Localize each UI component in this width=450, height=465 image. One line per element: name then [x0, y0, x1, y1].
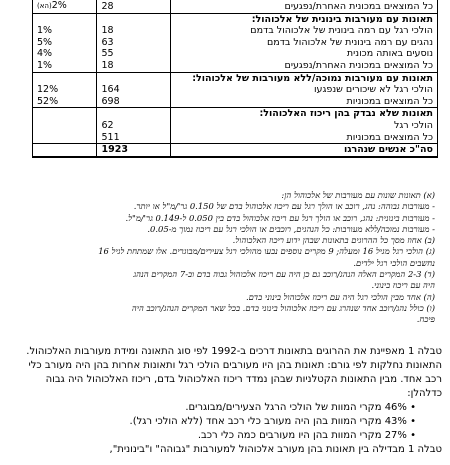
paragraph-intro: טבלה 1 מאפיינת את ההרוגים בתאונות דרכים ב-1992 לפי סוג התאונה ומידת מעורבות האלכוהול. התאונות נחלקות לפי גורם: תאונות בהן היו מעורבים הולכי רגל ותאונות אחרות בהן היה מעורב כלי רכב אחד. מבין התאונות הקטלניות שבהן נמדד ריכוז האלכוהול בדם, ריכוז האלכוהול היה גבוה כדלהלן:: [26, 346, 442, 399]
bullet-item: • 46% מקרי המוות של הולכי הרגל הצעירים/מבוגרים.: [185, 402, 416, 413]
row-count: [97, 72, 170, 84]
row-count: 28: [97, 0, 170, 13]
table-row: [33, 37, 438, 49]
body-text: [10, 345, 442, 457]
footnote-line: (א) תאונות שונות עם מעורבות של אלכוהול הן:: [281, 190, 435, 200]
row-percent: [33, 48, 97, 60]
fatalities-table: [32, 0, 438, 158]
percent-value: 1%: [37, 59, 53, 71]
row-percent: [33, 13, 97, 25]
row-percent: [33, 37, 97, 49]
table-row: [33, 132, 438, 144]
row-count: 164: [97, 84, 170, 96]
paragraph-continuation: טבלה 1 מבדילה בין תאונות בהן מעורב אלכוהול למעורבות "גבוהה" ו"בינונית",: [109, 444, 442, 455]
bullet-item: • 43% מקרי המוות בהן היה מעורב כלי רכב אחד (ללא הולכי רגל).: [129, 416, 416, 427]
footnote-line: - מעורבות בינונית: נהג, רוכב או הולך רגל עם ריכוז אלכוהול בדם בין 0.050 ל-0.149 גר'/מ"ל.: [125, 212, 435, 223]
table-footnotes: [35, 190, 435, 326]
row-percent: [33, 120, 97, 132]
row-count: 511: [97, 132, 170, 144]
table-section-header: [33, 72, 438, 84]
row-percent: [33, 144, 97, 157]
row-label: כל המוצאים במכונית האחרת/נפגעים: [170, 0, 437, 13]
row-label: תאונות עם מעורבות בינונית של אלכוהול:: [170, 13, 437, 25]
percent-value: 5%: [37, 36, 53, 48]
row-percent: [33, 84, 97, 96]
row-percent: [33, 132, 97, 144]
table-row: [33, 120, 438, 132]
row-count: 18: [97, 60, 170, 72]
footnote-line: נחשבים הולכי רגל ילדים.: [353, 257, 435, 268]
footnote-line: (ג) הולכי רגל מגיל 16 ומעלה; 9 מקרים נוספים נבעו מהולכי רגל צעירים/מבוגרים. אלו שמתחת לגיל 16: [98, 246, 435, 257]
row-percent: [33, 0, 97, 13]
bullet-item: • 27% מקרי המוות בהן היו מעורבים כמה כלי רכב.: [197, 430, 416, 441]
row-label: תאונות עם מעורבות נמוכה/ללא מעורבות של אלכוהול:: [170, 72, 437, 84]
table-row: [33, 96, 438, 108]
row-label: תאונות שלא נבדק בהן ריכוז האלכוהול:: [170, 108, 437, 120]
table-section-header: [33, 108, 438, 120]
row-label: הולכי רגל עם רמה בינונית של אלכוהול בדמם: [170, 25, 437, 37]
row-percent: [33, 72, 97, 84]
table-total-row: [33, 144, 438, 157]
footnote-line: - מעורבות גבוהה: נהג, רוכב או הולך רגל עם ריכוז אלכוהול בדם של 0.150 גר'/מ"ל או יותר.: [133, 201, 435, 212]
percent-value: 4%: [37, 48, 53, 60]
footnote-line: (ב) אחוז מסך כל ההרוגים בתאונות שבהן ידוע ריכוז האלכוהול.: [232, 235, 435, 246]
row-label: הולכי רגל: [170, 120, 437, 132]
row-percent: [33, 25, 97, 37]
table-section-header: [33, 13, 438, 25]
percent-value: 1%: [37, 25, 53, 37]
row-label: כל המוצאים במכונית האחרת/נפגעים: [170, 60, 437, 72]
row-count: [97, 108, 170, 120]
row-count: 698: [97, 96, 170, 108]
percent-value: 52%: [37, 95, 59, 107]
row-label: נהגים עם רמה בינונית של אלכוהול בדמם: [170, 37, 437, 49]
row-label: כל המוצאים במכוניות: [170, 132, 437, 144]
row-count: 55: [97, 48, 170, 60]
percent-value: 2%: [51, 0, 67, 11]
row-count: 63: [97, 37, 170, 49]
row-count: 62: [97, 120, 170, 132]
row-count: 1923: [97, 144, 170, 157]
row-count: [97, 13, 170, 25]
row-label: כל המוצאים במכוניות: [170, 96, 437, 108]
row-percent: [33, 108, 97, 120]
row-label: נוסעים באותה מכונית: [170, 48, 437, 60]
footnote-line: (ו) כולל נהג/רוכב אחד שנהרג עם ריכוז אלכוהול בינוני בדם. בכל שאר המקרים הנהג/רוכב היה: [131, 302, 435, 313]
row-percent: [33, 60, 97, 72]
table-row: [33, 0, 438, 13]
row-label: סה"כ אנשים שנהרגו: [170, 144, 437, 157]
footnote-line: - מעורבות נמוכה/ללא מעורבות: כל הנהגים, רוכבים או הולכי רגל עם ריכוז נמוך מ-0.05.: [147, 223, 435, 234]
table-row: [33, 60, 438, 72]
footnote-line: (ד) 2-3 המקרים האלה הנהג/רוכב גם כן היה עם ריכוז אלכוהול גבוה בדם וב-7 המקרים הנהג: [133, 269, 435, 280]
table-row: [33, 48, 438, 60]
row-label: הולכי רגל לא שיכורים שנפגעו: [170, 84, 437, 96]
table-row: [33, 84, 438, 96]
row-count: 18: [97, 25, 170, 37]
percent-value: 12%: [37, 84, 59, 96]
table-row: [33, 25, 438, 37]
percent-footnote-marker: (הא): [37, 2, 52, 10]
row-percent: [33, 96, 97, 108]
footnote-line: היה עם ריכוז בינוני.: [371, 280, 435, 291]
footnote-line: פיכח.: [416, 314, 435, 325]
footnote-line: (ה) אחד מבין הולכי רגל היה עם ריכוז אלכוהול בינוני בדם.: [245, 291, 435, 302]
